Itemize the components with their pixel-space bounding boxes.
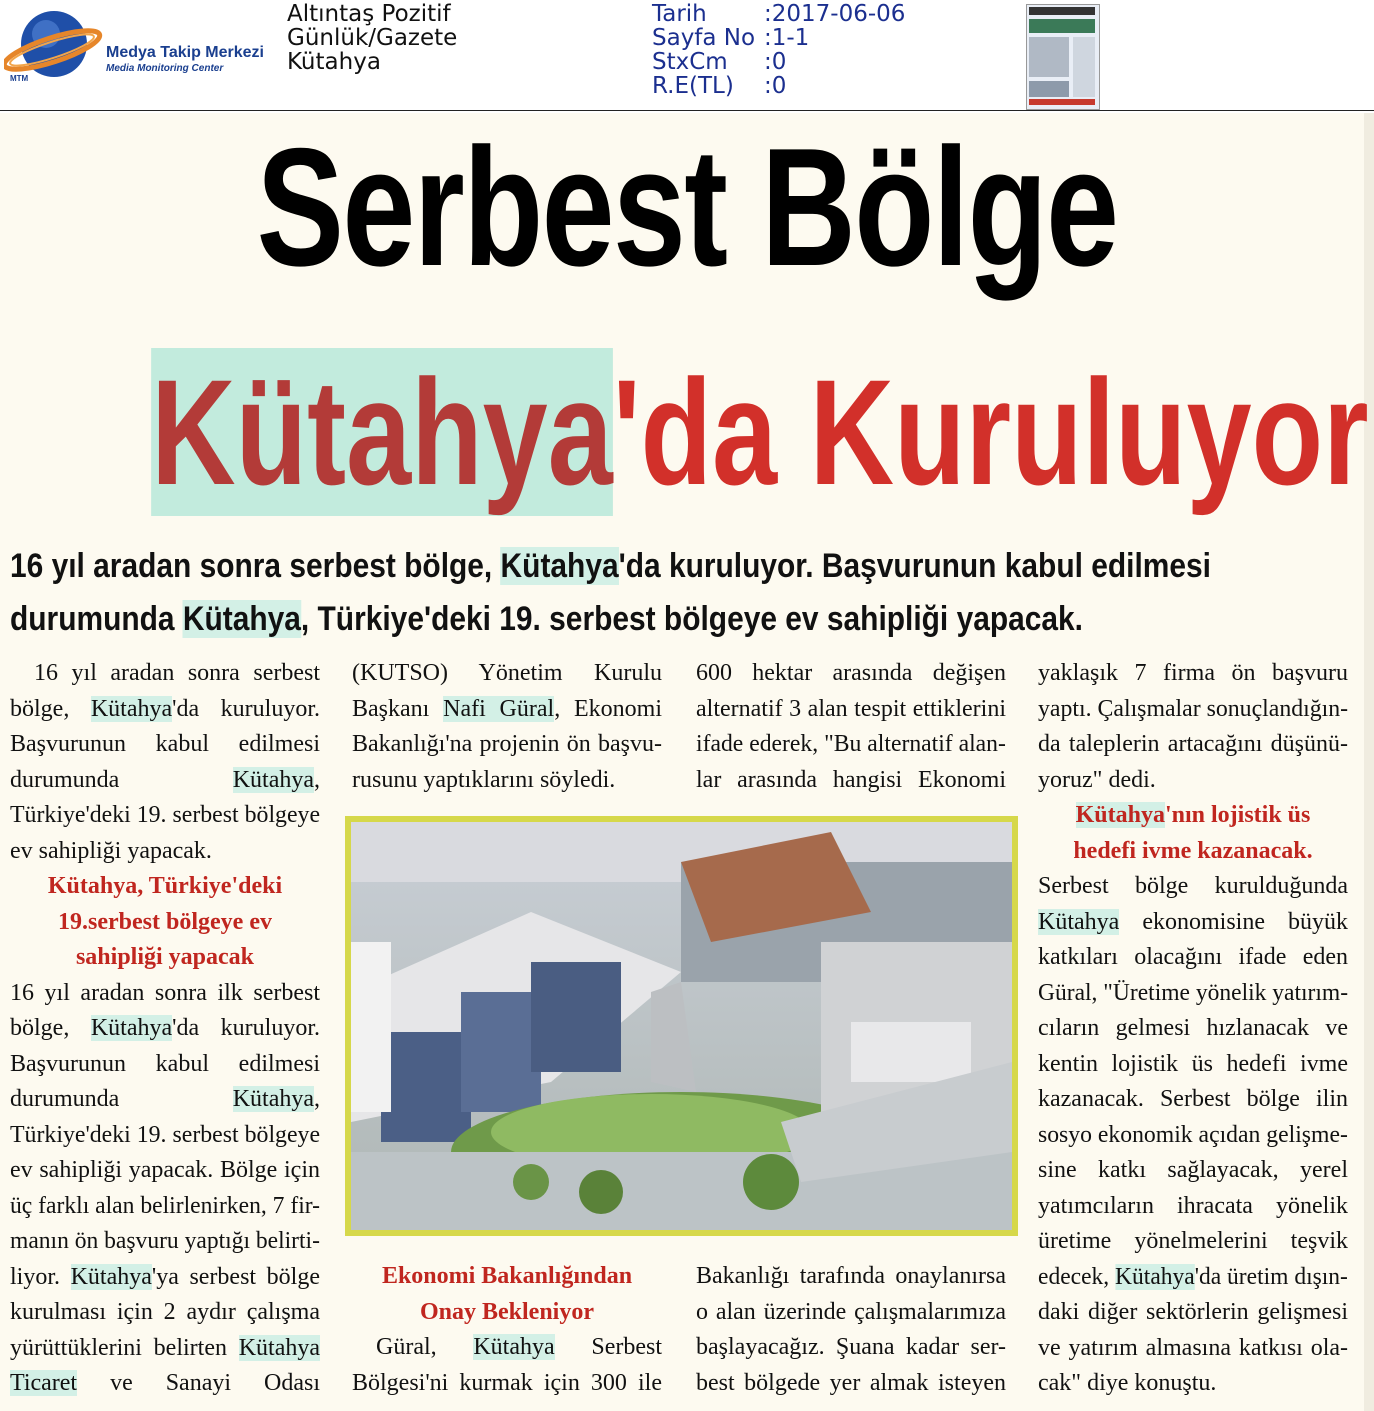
text-line: Ticaret ve Sanayi Odası (10, 1370, 320, 1396)
text-line: durumunda Kütahya, (10, 766, 320, 793)
text-line: yaptı. Çalışmalar sonuçlandığın- (1038, 695, 1349, 722)
text-line: o alan üzerinde çalışmalarımıza (696, 1298, 1006, 1325)
page-thumbnail[interactable] (1026, 4, 1100, 110)
meta-value: :0 (764, 73, 787, 99)
keyword-highlight: Kütahya (1115, 1263, 1195, 1290)
keyword-highlight: Kütahya (473, 1334, 555, 1360)
keyword-highlight: Kütahya (182, 600, 301, 638)
headline-keyword: Kütahya (151, 348, 613, 516)
aerial-photo-industrial-zone-icon (351, 822, 1012, 1230)
publication-info (287, 2, 457, 74)
publication-city: Kütahya (287, 49, 381, 75)
headline-line-1: Serbest Bölge (256, 113, 1118, 301)
text-line: bölge, Kütahya'da kuruluyor. (10, 1015, 320, 1041)
text-line: Güral, Kütahya Serbest (352, 1334, 662, 1360)
keyword-highlight: Kütahya (1038, 908, 1120, 935)
meta-row-stxcm (652, 50, 905, 74)
publication-name: Altıntaş Pozitif (287, 1, 451, 27)
text-line: sine katkı sağlayacak, yerel (1038, 1157, 1348, 1183)
meta-value: :0 (764, 49, 787, 75)
subheading: Onay Bekleniyor (419, 1298, 594, 1325)
text-line: ev sahipliği yapacak. (10, 837, 212, 864)
header-divider (0, 110, 1374, 111)
text-line: Başvurunun kabul edilmesi (10, 731, 320, 757)
text-line: lar arasında hangisi Ekonomi (696, 766, 1006, 793)
subheading: Kütahya'nın lojistik üs (1075, 802, 1311, 828)
text-line: ev sahipliği yapacak. Bölge için (10, 1157, 320, 1183)
text-line: üç farklı alan belirlenirken, 7 fir- (10, 1192, 321, 1219)
text-line: yoruz" dedi. (1038, 766, 1156, 793)
text-line: ifade ederek, "Bu alternatif alan- (696, 731, 1006, 757)
text-line: başlayacağız. Şuana kadar ser- (696, 1334, 1006, 1360)
meta-key: R.E(TL) (652, 73, 734, 99)
meta-row-re (652, 74, 905, 98)
text-line: Bakanlığı'na projenin ön başvu- (352, 731, 662, 757)
meta-row-date (652, 2, 905, 26)
article-column-3-top (696, 656, 1006, 798)
headline-line-2 (151, 348, 1369, 516)
logo-mark: MTM (10, 74, 29, 83)
article-column-2-bottom (352, 1259, 662, 1401)
subheading: sahipliği yapacak (75, 944, 255, 970)
lead-paragraph: 16 yıl aradan sonra serbest bölge, Kütahya'da kuruluyor. Başvurunun kabul edilmesi durumunda Kütahya, Türkiye'deki 19. serbest bölgeye ev sahipliği yapacak. (10, 547, 1211, 638)
text-line: (KUTSO) Yönetim Kurulu (352, 660, 662, 686)
text-line: yatımcıların ihracata yönelik (1038, 1192, 1348, 1219)
keyword-highlight: Kütahya (500, 547, 619, 585)
meta-key: Tarih (652, 1, 707, 27)
subheading: 19.serbest bölgeye ev (58, 908, 272, 935)
meta-value: :2017-06-06 (764, 1, 906, 27)
clipping-header (0, 0, 1374, 110)
keyword-highlight: Ticaret (10, 1370, 78, 1396)
text-line: kurulması için 2 aydır çalışma (10, 1299, 320, 1325)
text-line: yürüttüklerini belirten Kütahya (10, 1334, 320, 1361)
logo-subtitle: Media Monitoring Center (106, 63, 224, 74)
text-line: ve yatırım almasına katkısı ola- (1038, 1334, 1348, 1361)
text-line: rusunu yaptıklarını söyledi. (352, 766, 616, 793)
text-line: Kütahya ekonomisine büyük (1038, 908, 1348, 935)
text-line: 16 yıl aradan sonra serbest (10, 660, 320, 686)
keyword-highlight: Kütahya (1075, 802, 1165, 828)
text-line: daki diğer sektörlerin gelişmesi (1038, 1299, 1348, 1325)
article-column-3-bottom (696, 1259, 1006, 1401)
text-line: katkıları olacağını ifade eden (1038, 944, 1348, 970)
text-line: yaklaşık 7 firma ön başvuru (1038, 660, 1348, 686)
meta-value: :1-1 (764, 25, 810, 51)
text-line: Başvurunun kabul edilmesi (10, 1050, 320, 1077)
text-line: Bölgesi'ni kurmak için 300 ile (352, 1369, 662, 1396)
text-line: manın ön başvuru yaptığı belirti- (10, 1228, 320, 1254)
keyword-highlight: Kütahya (90, 1015, 173, 1041)
aerial-photo[interactable] (345, 816, 1018, 1236)
keyword-highlight: Kütahya (90, 695, 173, 722)
text-line: edecek, Kütahya'da üretim dışın- (1038, 1263, 1348, 1290)
article-column-1 (10, 656, 320, 1402)
article-column-2-top (352, 656, 662, 798)
keyword-highlight: Kütahya (238, 1334, 320, 1361)
keyword-highlight: Nafi Güral (443, 695, 555, 722)
publication-frequency: Günlük/Gazete (287, 25, 458, 51)
text-line: cak" diye konuştu. (1038, 1370, 1217, 1396)
logo-name: Medya Takip Merkezi (106, 44, 264, 61)
subheading: hedefi ivme kazanacak. (1073, 837, 1313, 864)
subheading: Ekonomi Bakanlığından (381, 1263, 633, 1289)
text-line: liyor. Kütahya'ya serbest bölge (10, 1263, 320, 1290)
text-line: kazanacak. Serbest bölge ilin (1038, 1086, 1348, 1112)
meta-key: Sayfa No (652, 25, 756, 51)
text-line: Başkanı Nafi Güral, Ekonomi (352, 695, 663, 722)
text-line: Bakanlığı tarafında onaylanırsa (696, 1263, 1006, 1289)
text-line: da taleplerin artacağını düşünü- (1038, 731, 1348, 757)
text-line: Serbest bölge kurulduğunda (1038, 873, 1348, 899)
text-line: alternatif 3 alan tespit ettiklerini (696, 695, 1006, 722)
text-line: 16 yıl aradan sonra ilk serbest (10, 979, 320, 1006)
keyword-highlight: Kütahya (232, 1086, 314, 1112)
text-line: cıların gelmesi hızlanacak ve (1038, 1015, 1348, 1041)
text-line: Türkiye'deki 19. serbest bölgeye (10, 802, 321, 828)
text-line: 600 hektar arasında değişen (696, 660, 1006, 686)
meta-row-page (652, 26, 905, 50)
text-line: durumunda Kütahya, (10, 1086, 320, 1112)
clipping-metadata (652, 2, 905, 98)
keyword-highlight: Kütahya (232, 766, 314, 793)
text-line: sosyo ekonomik açıdan gelişme- (1038, 1121, 1348, 1148)
subheading: Kütahya, Türkiye'deki (47, 873, 283, 899)
text-line: kentin lojistik üs hedefi ivme (1038, 1050, 1348, 1077)
meta-key: StxCm (652, 49, 728, 75)
text-line: bölge, Kütahya'da kuruluyor. (10, 695, 320, 722)
keyword-highlight: Kütahya (70, 1263, 152, 1290)
text-line: Türkiye'deki 19. serbest bölgeye (10, 1121, 321, 1148)
text-line: üretime yönelmelerini teşvik (1038, 1228, 1348, 1254)
article-column-4 (1038, 656, 1348, 1402)
headline-rest: 'da Kuruluyor (612, 348, 1369, 516)
text-line: best bölgede yer almak isteyen (696, 1369, 1006, 1396)
mtm-logo (4, 6, 284, 86)
text-line: Güral, "Üretime yönelik yatırım- (1038, 979, 1349, 1006)
